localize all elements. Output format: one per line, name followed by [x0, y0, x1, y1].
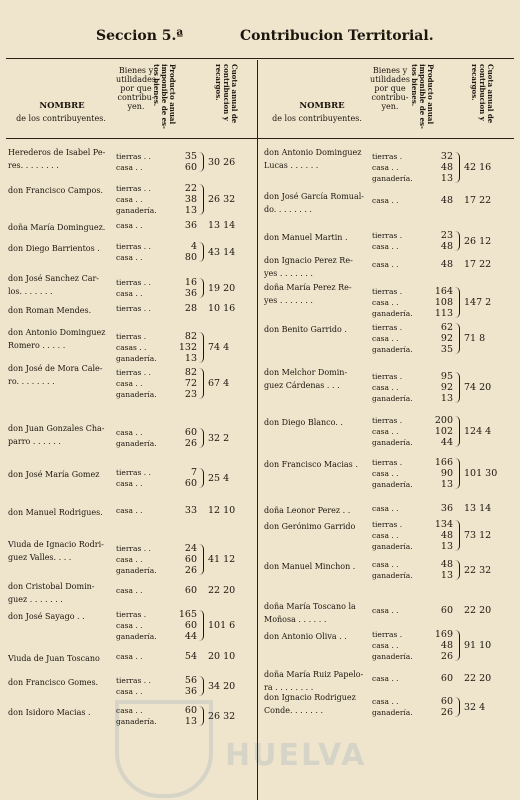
producto-value: 28	[184, 303, 197, 314]
producto-value: 166	[434, 457, 453, 468]
cuota-value: 41 12	[208, 554, 236, 565]
cuota-value: 17 22	[464, 259, 492, 270]
bien-label: ganadería.	[372, 652, 413, 661]
brace-icon	[199, 428, 204, 448]
producto-value: 35	[184, 151, 197, 162]
name-header-left-sub: de los contribuyentes.	[16, 114, 106, 123]
bien-label: tierras . .	[116, 242, 151, 251]
bien-label: ganadería.	[116, 354, 157, 363]
bien-label: casa . .	[372, 383, 399, 392]
contributor-name	[8, 221, 114, 234]
contributor-name	[8, 580, 114, 606]
producto-value: 26	[184, 438, 197, 449]
cuota-value: 22 20	[464, 673, 492, 684]
contributor-name	[8, 652, 114, 665]
contributor-name	[8, 326, 114, 352]
producto-value: 102	[434, 426, 453, 437]
producto-value: 60	[184, 585, 197, 596]
name-line-1: don Francisco Macias .	[264, 460, 358, 469]
name-line-2: guez Valles. . . .	[8, 553, 72, 562]
contributor-name	[8, 610, 114, 623]
producto-value: 90	[440, 468, 453, 479]
name-line-1: don Ignacio Perez Re-	[264, 256, 353, 265]
contributor-name	[264, 190, 370, 216]
producto-value: 48	[440, 162, 453, 173]
name-line-2: ro. . . . . . . .	[8, 377, 55, 386]
bien-label: casa . .	[116, 621, 143, 630]
cuota-value: 32 4	[464, 701, 486, 713]
page-title: Contribucion Territorial.	[240, 28, 434, 44]
bienes-header-left: Bienes y utilidades por que contribu- yen.	[116, 66, 156, 111]
bien-label: casa . .	[372, 196, 399, 205]
bien-label: tierras . .	[116, 278, 151, 287]
producto-value: 60	[440, 605, 453, 616]
bien-label: tierras . .	[116, 304, 151, 313]
cuota-value: 74 20	[464, 382, 492, 393]
cuota-value: 101 6	[208, 620, 236, 631]
bien-label: casa . .	[116, 221, 143, 230]
brace-icon	[199, 610, 204, 641]
name-line-1: don Melchor Domin-	[264, 368, 348, 377]
name-line-1: don Antonio Dominguez	[8, 328, 106, 337]
cuota-value: 22 32	[464, 564, 492, 576]
producto-value: 48	[440, 259, 453, 270]
producto-value: 13	[184, 716, 197, 727]
bien-label: casa . .	[372, 674, 399, 683]
bien-label: casa . .	[372, 163, 399, 172]
contributor-name	[264, 231, 370, 244]
producto-value: 60	[184, 554, 197, 565]
bien-label: ganadería.	[372, 480, 413, 489]
bien-label: ganadería.	[372, 571, 413, 580]
name-line-1: don José María Gomez	[8, 470, 100, 479]
cuota-value: 20 10	[208, 651, 236, 662]
bien-label: ganadería.	[116, 206, 157, 215]
bien-label: casa . .	[116, 687, 143, 696]
name-line-2: Lucas . . . . . .	[264, 161, 319, 170]
producto-value: 54	[184, 651, 197, 662]
bien-label: casa . .	[116, 706, 143, 715]
bien-label: casa . .	[116, 652, 143, 661]
producto-value: 36	[184, 686, 197, 697]
cuota-value: 67 4	[208, 378, 230, 389]
brace-icon	[455, 630, 460, 661]
name-line-1: don Ignacio Rodriguez	[264, 693, 356, 702]
bien-label: ganadería.	[372, 708, 413, 717]
contributor-name	[8, 146, 114, 172]
bien-label: tierras . .	[116, 368, 151, 377]
name-line-1: don José de Mora Cale-	[8, 364, 103, 373]
bien-label: tierras .	[372, 323, 403, 332]
name-line-2: yes . . . . . . .	[264, 269, 313, 278]
producto-value: 33	[184, 505, 197, 516]
bien-label: casa . .	[372, 697, 399, 706]
producto-value: 13	[184, 353, 197, 364]
name-line-1: don José García Romual-	[264, 192, 364, 201]
cuota-value: 34 20	[208, 680, 236, 692]
name-line-1: don Manuel Minchon .	[264, 562, 356, 571]
bien-label: tierras .	[372, 231, 403, 240]
brace-icon	[199, 152, 204, 172]
bien-label: casa . .	[372, 260, 399, 269]
contributor-name	[264, 458, 370, 471]
brace-icon	[199, 278, 204, 298]
contributor-name	[8, 706, 114, 719]
bien-label: tierras .	[372, 372, 403, 381]
cuota-value: 147 2	[464, 297, 492, 308]
producto-value: 60	[184, 620, 197, 631]
cuota-value: 19 20	[208, 282, 236, 294]
bien-label: tierras .	[372, 520, 403, 529]
producto-value: 48	[440, 241, 453, 252]
name-line-1: don Isidoro Macias .	[8, 708, 91, 717]
brace-icon	[455, 458, 460, 489]
brace-icon	[455, 520, 460, 551]
producto-value: 48	[440, 195, 453, 206]
producto-value: 36	[184, 220, 197, 231]
bien-label: tierras . .	[116, 468, 151, 477]
producto-value: 95	[440, 371, 453, 382]
bien-label: casa . .	[116, 479, 143, 488]
bien-label: ganadería.	[116, 632, 157, 641]
producto-value: 60	[184, 478, 197, 489]
producto-value: 36	[440, 503, 453, 514]
bien-label: casa . .	[372, 334, 399, 343]
brace-icon	[199, 706, 204, 726]
bien-label: casas . .	[116, 343, 147, 352]
contributor-name	[264, 281, 370, 307]
header-rule-top	[6, 58, 514, 59]
cuota-value: 30 26	[208, 156, 236, 168]
column-divider	[257, 60, 258, 800]
producto-value: 82	[184, 331, 197, 342]
producto-value: 60	[184, 427, 197, 438]
cuota-value: 22 20	[208, 585, 236, 596]
bien-label: ganadería.	[372, 174, 413, 183]
name-line-2: ra . . . . . . . .	[264, 683, 314, 692]
producto-value: 62	[440, 322, 453, 333]
bien-label: ganadería.	[116, 566, 157, 575]
name-line-2: res. . . . . . . .	[8, 161, 59, 170]
producto-value: 13	[184, 205, 197, 216]
cuota-header-right: Cuota anual de contribucion y recargos.	[470, 64, 495, 124]
bien-label: ganadería.	[372, 394, 413, 403]
brace-icon	[455, 152, 460, 183]
bien-label: ganadería.	[372, 309, 413, 318]
watermark-wordmark: HUELVA	[225, 738, 367, 773]
cuota-value: 10 16	[208, 303, 236, 314]
bien-label: tierras .	[372, 152, 403, 161]
name-line-2: los. . . . . . .	[8, 287, 53, 296]
bien-label: ganadería.	[372, 345, 413, 354]
bien-label: tierras .	[372, 287, 403, 296]
name-line-1: don Diego Blanco. .	[264, 418, 343, 427]
cuota-value: 26 12	[464, 235, 492, 247]
contributor-name	[264, 691, 370, 717]
cuota-value: 73 12	[464, 530, 492, 541]
name-line-2: yes . . . . . . .	[264, 296, 313, 305]
cuota-value: 13 14	[464, 503, 492, 514]
contributor-name	[8, 272, 114, 298]
bien-label: casa . .	[372, 560, 399, 569]
producto-value: 26	[184, 565, 197, 576]
bien-label: casa . .	[116, 379, 143, 388]
bien-label: tierras .	[372, 630, 403, 639]
producto-value: 60	[184, 705, 197, 716]
cuota-value: 43 14	[208, 246, 236, 258]
name-line-2: guez Cárdenas . . .	[264, 381, 340, 390]
name-line-1: don Antonio Dominguez	[264, 148, 362, 157]
producto-value: 23	[184, 389, 197, 400]
contributor-name	[8, 468, 114, 481]
cuota-value: 71 8	[464, 333, 486, 344]
name-line-1: don Manuel Martin .	[264, 233, 348, 242]
contributor-name	[264, 254, 370, 280]
producto-value: 35	[440, 344, 453, 355]
contributor-name	[264, 630, 370, 643]
cuota-value: 101 30	[464, 468, 498, 479]
contributor-name	[8, 304, 114, 317]
producto-value: 132	[178, 342, 197, 353]
bien-label: tierras . .	[116, 152, 151, 161]
producto-value: 23	[440, 230, 453, 241]
cuota-value: 91 10	[464, 640, 492, 651]
producto-value: 26	[440, 707, 453, 718]
brace-icon	[199, 368, 204, 399]
cuota-value: 22 20	[464, 605, 492, 616]
bien-label: casa . .	[372, 531, 399, 540]
contributor-name	[264, 146, 370, 172]
producto-value: 48	[440, 559, 453, 570]
contributor-name	[8, 242, 114, 255]
name-line-1: don José Sayago . .	[8, 612, 85, 621]
producto-header-right: Producto anual imponible de es- tos bienes.	[410, 64, 435, 129]
cuota-value: 42 16	[464, 162, 492, 173]
producto-value: 16	[184, 277, 197, 288]
brace-icon	[199, 544, 204, 575]
bien-label: casa . .	[116, 195, 143, 204]
name-line-1: don Juan Gonzales Cha-	[8, 424, 105, 433]
name-line-1: don Cristobal Domin-	[8, 582, 95, 591]
name-line-1: doña Leonor Perez . .	[264, 506, 351, 515]
brace-icon	[455, 372, 460, 403]
bien-label: tierras . .	[116, 184, 151, 193]
producto-value: 24	[184, 543, 197, 554]
bien-label: ganadería.	[372, 438, 413, 447]
name-line-2: Romero . . . . .	[8, 341, 66, 350]
producto-value: 13	[440, 173, 453, 184]
cuota-value: 12 10	[208, 505, 236, 516]
name-line-1: doña María Ruiz Papelo-	[264, 670, 364, 679]
cuota-value: 26 32	[208, 194, 236, 205]
bien-label: casa . .	[116, 555, 143, 564]
producto-value: 72	[184, 378, 197, 389]
cuota-value: 17 22	[464, 195, 492, 206]
producto-value: 13	[440, 570, 453, 581]
producto-value: 36	[184, 288, 197, 299]
contributor-name	[8, 506, 114, 519]
producto-header-left: Producto anual imponible de es- tos bienes.	[152, 64, 177, 129]
name-line-1: Viuda de Ignacio Rodri-	[8, 540, 104, 549]
cuota-value: 26 32	[208, 710, 236, 722]
cuota-value: 74 4	[208, 342, 230, 353]
bien-label: casa . .	[372, 427, 399, 436]
producto-value: 60	[440, 673, 453, 684]
contributor-name	[264, 366, 370, 392]
bien-label: casa . .	[116, 253, 143, 262]
bien-label: casa . .	[116, 289, 143, 298]
producto-value: 60	[184, 162, 197, 173]
bien-label: tierras .	[372, 416, 403, 425]
producto-value: 60	[440, 696, 453, 707]
bien-label: tierras .	[116, 610, 147, 619]
name-line-1: doña María Dominguez.	[8, 223, 106, 232]
contributor-name	[264, 323, 370, 336]
cuota-value: 25 4	[208, 472, 230, 484]
producto-value: 13	[440, 479, 453, 490]
brace-icon	[455, 416, 460, 447]
brace-icon	[455, 287, 460, 318]
producto-value: 169	[434, 629, 453, 640]
cuota-value: 124 4	[464, 426, 492, 437]
bien-label: casa . .	[372, 469, 399, 478]
contributor-name	[264, 416, 370, 429]
producto-value: 80	[184, 252, 197, 263]
bien-label: ganadería.	[116, 439, 157, 448]
name-line-1: don Francisco Gomes.	[8, 678, 99, 687]
producto-value: 22	[184, 183, 197, 194]
name-line-1: doña María Perez Re-	[264, 283, 352, 292]
producto-value: 92	[440, 382, 453, 393]
name-line-2: Moñosa . . . . . .	[264, 615, 327, 624]
cuota-value: 32 2	[208, 432, 230, 444]
contributor-name	[264, 560, 370, 573]
bien-label: casa . .	[372, 504, 399, 513]
bien-label: tierras . .	[116, 544, 151, 553]
cuota-header-left: Cuota anual de contribucion y recargos.	[214, 64, 239, 124]
bien-label: casa . .	[372, 606, 399, 615]
name-line-1: don Benito Garrido .	[264, 325, 347, 334]
producto-value: 164	[434, 286, 453, 297]
bien-label: tierras .	[372, 458, 403, 467]
contributor-name	[8, 538, 114, 564]
producto-value: 38	[184, 194, 197, 205]
brace-icon	[199, 676, 204, 696]
producto-value: 165	[178, 609, 197, 620]
contributor-name	[264, 520, 370, 533]
bienes-header-right: Bienes y utilidades por que contribu- yen.	[370, 66, 410, 111]
brace-icon	[455, 323, 460, 354]
producto-value: 7	[190, 467, 197, 478]
name-header-right: NOMBRE	[299, 101, 345, 111]
bien-label: casa . .	[372, 298, 399, 307]
producto-value: 44	[440, 437, 453, 448]
bien-label: casa . .	[116, 428, 143, 437]
name-line-1: don José Sanchez Car-	[8, 274, 99, 283]
header-rule-bottom	[6, 138, 514, 139]
bien-label: ganadería.	[116, 717, 157, 726]
producto-value: 108	[434, 297, 453, 308]
bien-label: casa . .	[116, 586, 143, 595]
producto-value: 48	[440, 640, 453, 651]
producto-value: 48	[440, 530, 453, 541]
name-header-right-sub: de los contribuyentes.	[272, 114, 362, 123]
brace-icon	[199, 242, 204, 262]
producto-value: 56	[184, 675, 197, 686]
brace-icon	[455, 697, 460, 717]
bien-label: casa . .	[116, 163, 143, 172]
producto-value: 4	[190, 241, 197, 252]
cuota-value: 13 14	[208, 220, 236, 231]
name-line-1: doña María Toscano la	[264, 602, 356, 611]
name-line-1: don Gerónimo Garrido	[264, 522, 356, 531]
contributor-name	[8, 676, 114, 689]
name-line-2: parro . . . . . .	[8, 437, 61, 446]
brace-icon	[199, 468, 204, 488]
bien-label: tierras .	[116, 332, 147, 341]
name-line-2: do. . . . . . . .	[264, 205, 312, 214]
name-line-1: Viuda de Juan Toscano	[8, 654, 100, 663]
name-line-1: don Antonio Oliva . .	[264, 632, 347, 641]
section-title: Seccion 5.ª	[96, 28, 184, 44]
contributor-name	[264, 600, 370, 626]
producto-value: 13	[440, 541, 453, 552]
brace-icon	[199, 332, 204, 363]
bien-label: ganadería.	[372, 542, 413, 551]
contributor-name	[264, 504, 370, 517]
contributor-name	[8, 422, 114, 448]
brace-icon	[455, 560, 460, 580]
producto-value: 82	[184, 367, 197, 378]
producto-value: 200	[434, 415, 453, 426]
producto-value: 26	[440, 651, 453, 662]
name-line-2: Conde. . . . . . .	[264, 706, 324, 715]
name-line-1: don Francisco Campos.	[8, 186, 103, 195]
page-header	[0, 24, 520, 48]
producto-value: 44	[184, 631, 197, 642]
name-line-1: don Roman Mendes.	[8, 306, 92, 315]
name-line-1: Herederos de Isabel Pe-	[8, 148, 106, 157]
contributor-name	[8, 362, 114, 388]
producto-value: 32	[440, 151, 453, 162]
producto-value: 113	[434, 308, 453, 319]
producto-value: 13	[440, 393, 453, 404]
bien-label: casa . .	[372, 641, 399, 650]
producto-value: 92	[440, 333, 453, 344]
bien-label: casa . .	[372, 242, 399, 251]
name-line-1: don Diego Barrientos .	[8, 244, 100, 253]
name-line-1: don Manuel Rodrigues.	[8, 508, 103, 517]
bien-label: ganadería.	[116, 390, 157, 399]
name-header-left: NOMBRE	[39, 101, 85, 111]
producto-value: 134	[434, 519, 453, 530]
bien-label: casa . .	[116, 506, 143, 515]
name-line-2: guez . . . . . . .	[8, 595, 63, 604]
bien-label: tierras . .	[116, 676, 151, 685]
contributor-name	[8, 184, 114, 197]
brace-icon	[455, 231, 460, 251]
brace-icon	[199, 184, 204, 215]
